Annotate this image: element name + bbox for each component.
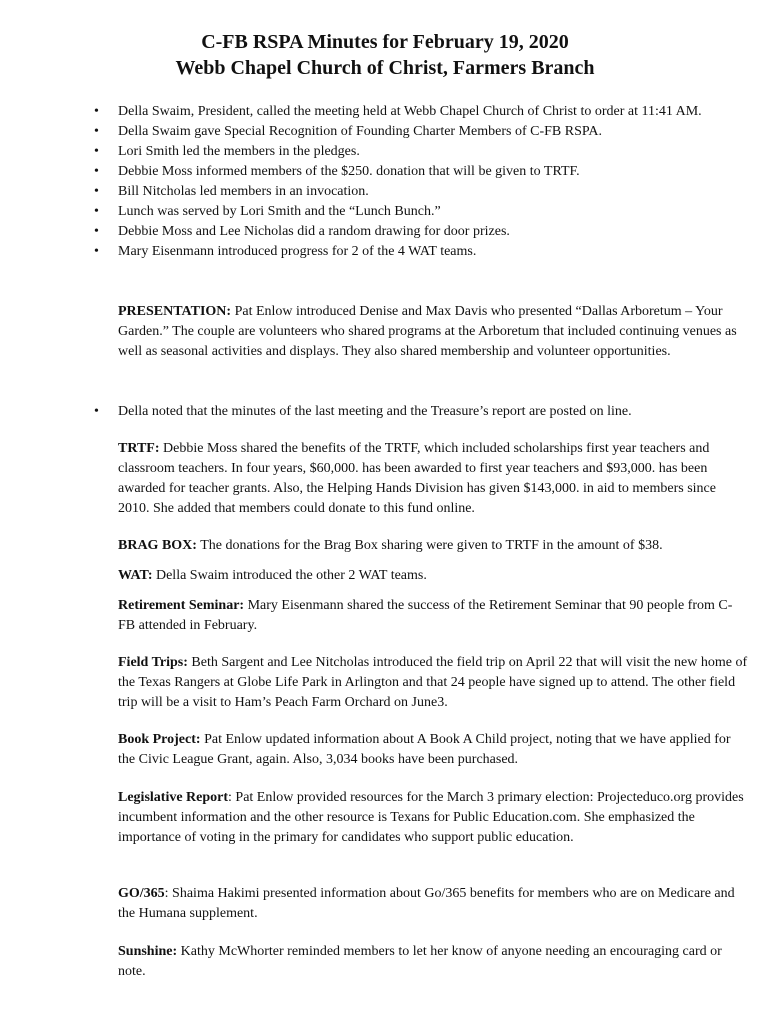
section-label: Legislative Report <box>118 790 229 805</box>
section-label: BRAG BOX: <box>118 538 197 553</box>
sunshine-section <box>118 942 748 982</box>
section-label: Sunshine: <box>118 944 178 959</box>
section-label: Field Trips: <box>118 655 188 670</box>
list-item: • Della Swaim gave Special Recognition of Founding Charter Members of C-FB RSPA. <box>0 122 770 142</box>
list-item: • Debbie Moss informed members of the $250. donation that will be given to TRTF. <box>0 162 770 182</box>
section-label: Book Project: <box>118 732 201 747</box>
list-item: • Lunch was served by Lori Smith and the “Lunch Bunch.” <box>0 202 770 222</box>
section-text: Mary Eisenmann shared the success of the Retirement Seminar that 90 people from C-FB attended in February. <box>118 598 733 633</box>
list-item: • Mary Eisenmann introduced progress for 2 of the 4 WAT teams. <box>0 242 770 262</box>
presentation-section <box>118 302 748 362</box>
section-label: PRESENTATION: <box>118 304 232 319</box>
section-label: GO/365 <box>118 886 165 901</box>
section-text: Pat Enlow introduced Denise and Max Davis who presented “Dallas Arboretum – Your Garden.” The couple are volunteers who shared programs at the Arboretum that included continuing venues as well as seasonal activities and displays. They also shared membership and volunteer opportunities. <box>118 304 737 359</box>
retirement-seminar-section <box>118 596 748 636</box>
trtf-section <box>118 439 748 519</box>
section-text: Beth Sargent and Lee Nitcholas introduced the field trip on April 22 that will visit the new home of the Texas Rangers at Globe Life Park in Arlington and that 24 people have signed up to attend. The other field trip will be a visit to Ham’s Peach Farm Orchard on June3. <box>118 655 748 710</box>
list-item: • Della Swaim, President, called the meeting held at Webb Chapel Church of Christ to order at 11:41 AM. <box>0 102 770 122</box>
section-label: TRTF: <box>118 441 160 456</box>
brag-box-section <box>118 536 748 556</box>
section-text: Pat Enlow updated information about A Book A Child project, noting that we have applied for the Civic League Grant, again. Also, 3,034 books have been purchased. <box>118 732 731 767</box>
page-title: C-FB RSPA Minutes for February 19, 2020 <box>201 31 569 53</box>
list-item: • Lori Smith led the members in the pledges. <box>0 142 770 162</box>
list-item: • Debbie Moss and Lee Nicholas did a random drawing for door prizes. <box>0 222 770 242</box>
list-item: • Bill Nitcholas led members in an invocation. <box>0 182 770 202</box>
minutes-bullet-list <box>0 402 770 422</box>
page-subtitle: Webb Chapel Church of Christ, Farmers Branch <box>175 57 595 79</box>
opening-bullet-list <box>0 102 770 262</box>
book-project-section <box>118 730 748 770</box>
section-text: The donations for the Brag Box sharing were given to TRTF in the amount of $38. <box>196 538 663 553</box>
list-item: • Della noted that the minutes of the last meeting and the Treasure’s report are posted on line. <box>0 402 770 422</box>
section-text: Della Swaim introduced the other 2 WAT teams. <box>152 568 427 583</box>
section-text: : Shaima Hakimi presented information about Go/365 benefits for members who are on Medicare and the Humana supplement. <box>118 886 735 921</box>
legislative-report-section <box>118 788 748 848</box>
section-text: Debbie Moss shared the benefits of the TRTF, which included scholarships first year teachers and classroom teachers. In four years, $60,000. has been awarded to first year teachers and $93,000. has been awarded for teacher grants. Also, the Helping Hands Division has given $143,000. in aid to members since 2010. She added that members could donate to this fund online. <box>118 441 716 516</box>
section-label: Retirement Seminar: <box>118 598 245 613</box>
go365-section <box>118 884 748 924</box>
section-text: Kathy McWhorter reminded members to let her know of anyone needing an encouraging card or note. <box>118 944 722 979</box>
section-label: WAT: <box>118 568 153 583</box>
wat-section <box>118 566 748 586</box>
field-trips-section <box>118 653 748 713</box>
section-text: : Pat Enlow provided resources for the March 3 primary election: Projecteduco.org provides incumbent information and the other resource is Texans for Public Education.com. She emphasized the importance of voting in the primary for candidates who support public education. <box>118 790 744 845</box>
